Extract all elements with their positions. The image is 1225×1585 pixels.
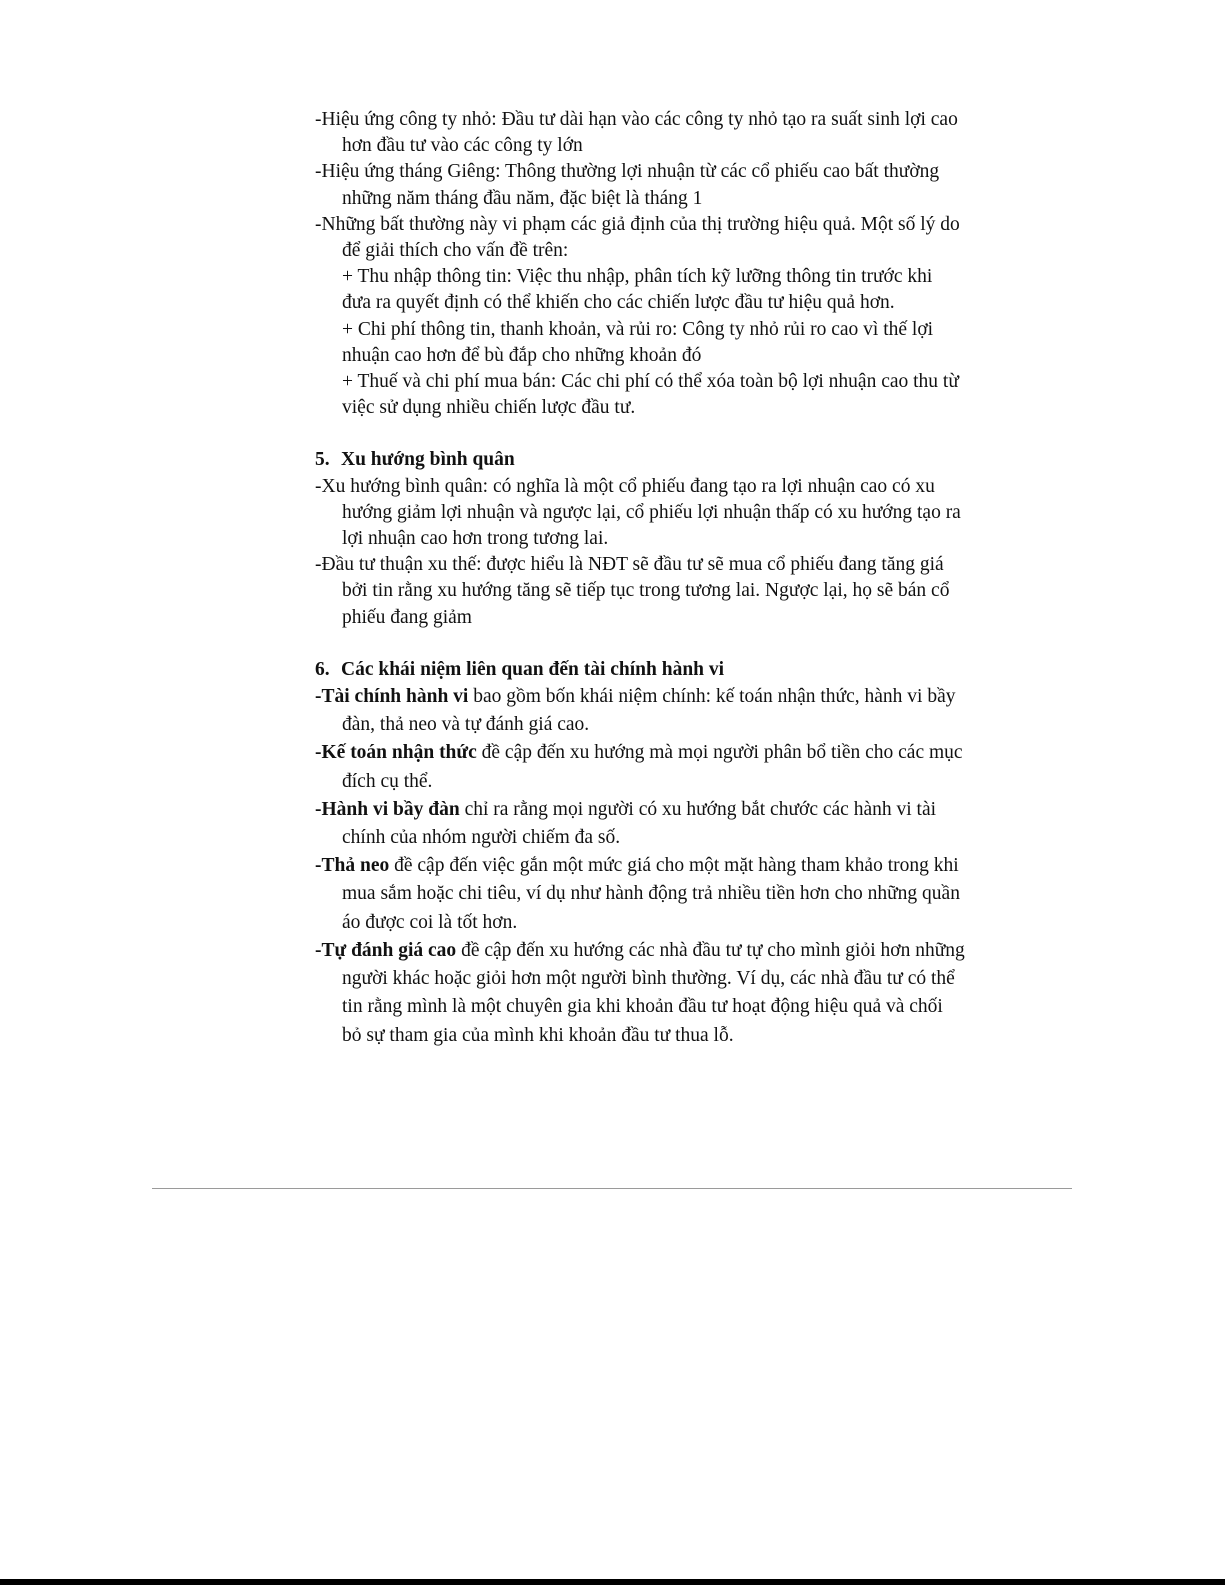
reason-item: + Chi phí thông tin, thanh khoản, và rủi ro: Công ty nhỏ rủi ro cao vì thế lợi nhuận cao hơn để bù đắp cho những khoản đó	[342, 318, 934, 366]
concept-text: đề cập đến xu hướng mà mọi người phân bổ tiền cho các mục đích cụ thể.	[342, 742, 963, 792]
paragraph-mean-reversion: -Xu hướng bình quân: có nghĩa là một cổ phiếu đang tạo ra lợi nhuận cao có xu hướng giảm lợi nhuận và ngược lại, cổ phiếu lợi nhuận thấp có xu hướng tạo ra lợi nhuận cao hơn trong tương lai.	[315, 475, 961, 550]
concept-term: -Thả neo	[315, 855, 390, 877]
concept-term: -Hành vi bầy đàn	[315, 798, 460, 820]
concept-term: -Tài chính hành vi	[315, 686, 469, 708]
concept-overconfidence	[315, 937, 965, 1050]
reason-item: + Thuế và chi phí mua bán: Các chi phí có thể xóa toàn bộ lợi nhuận cao thu từ việc sử dụng nhiều chiến lược đầu tư.	[342, 371, 959, 419]
paragraph-january-effect: -Hiệu ứng tháng Giêng: Thông thường lợi nhuận từ các cổ phiếu cao bất thường những năm tháng đầu năm, đặc biệt là tháng 1	[315, 161, 940, 209]
concept-term: -Tự đánh giá cao	[315, 939, 457, 961]
concept-text: bao gồm bốn khái niệm chính: kế toán nhận thức, hành vi bầy đàn, thả neo và tự đánh giá cao.	[342, 686, 956, 736]
concept-text: đề cập đến việc gắn một mức giá cho một mặt hàng tham khảo trong khi mua sắm hoặc chi tiêu, ví dụ như hành động trả nhiều tiền hơn cho những quần áo được coi là tốt hơn.	[342, 855, 960, 933]
section-number: 5.	[315, 449, 330, 471]
section-heading-6	[315, 657, 965, 683]
section-title: Xu hướng bình quân	[341, 449, 515, 471]
concept-behavioral-finance	[315, 683, 965, 739]
concept-text: chỉ ra rằng mọi người có xu hướng bắt chước các hành vi tài chính của nhóm người chiếm đa số.	[342, 798, 937, 849]
concept-herd-behavior	[315, 796, 965, 852]
bottom-edge	[0, 1579, 1225, 1585]
concept-anchoring	[315, 852, 965, 937]
reason-item: + Thu nhập thông tin: Việc thu nhập, phân tích kỹ lưỡng thông tin trước khi đưa ra quyết định có thể khiến cho các chiến lược đầu tư hiệu quả hơn.	[342, 266, 933, 314]
spacer	[315, 421, 965, 447]
section-title: Các khái niệm liên quan đến tài chính hành vi	[341, 658, 725, 680]
page-divider	[152, 1188, 1072, 1189]
spacer	[315, 631, 965, 657]
paragraph-anomalies: -Những bất thường này vi phạm các giả định của thị trường hiệu quả. Một số lý do để giải thích cho vấn đề trên:	[315, 213, 960, 262]
paragraph-momentum-investing: -Đầu tư thuận xu thế: được hiểu là NĐT sẽ đầu tư sẽ mua cổ phiếu đang tăng giá bởi tin rằng xu hướng tăng sẽ tiếp tục trong tương lai. Ngược lại, họ sẽ bán cổ phiếu đang giảm	[315, 554, 950, 628]
document-body	[315, 107, 965, 1050]
concept-term: -Kế toán nhận thức	[315, 742, 477, 764]
section-number: 6.	[315, 658, 330, 680]
paragraph-small-firm-effect: -Hiệu ứng công ty nhỏ: Đầu tư dài hạn vào các công ty nhỏ tạo ra suất sinh lợi cao hơn đầu tư vào các công ty lớn	[315, 109, 958, 157]
section-heading-5	[315, 447, 965, 473]
concept-mental-accounting	[315, 739, 965, 795]
concept-text: đề cập đến xu hướng các nhà đầu tư tự cho mình giỏi hơn những người khác hoặc giỏi hơn một người bình thường. Ví dụ, các nhà đầu tư có thể tin rằng mình là một chuyên gia khi khoản đầu tư hoạt động hiệu quả và chối bỏ sự tham gia của mình khi khoản đầu tư thua lỗ.	[342, 939, 965, 1046]
